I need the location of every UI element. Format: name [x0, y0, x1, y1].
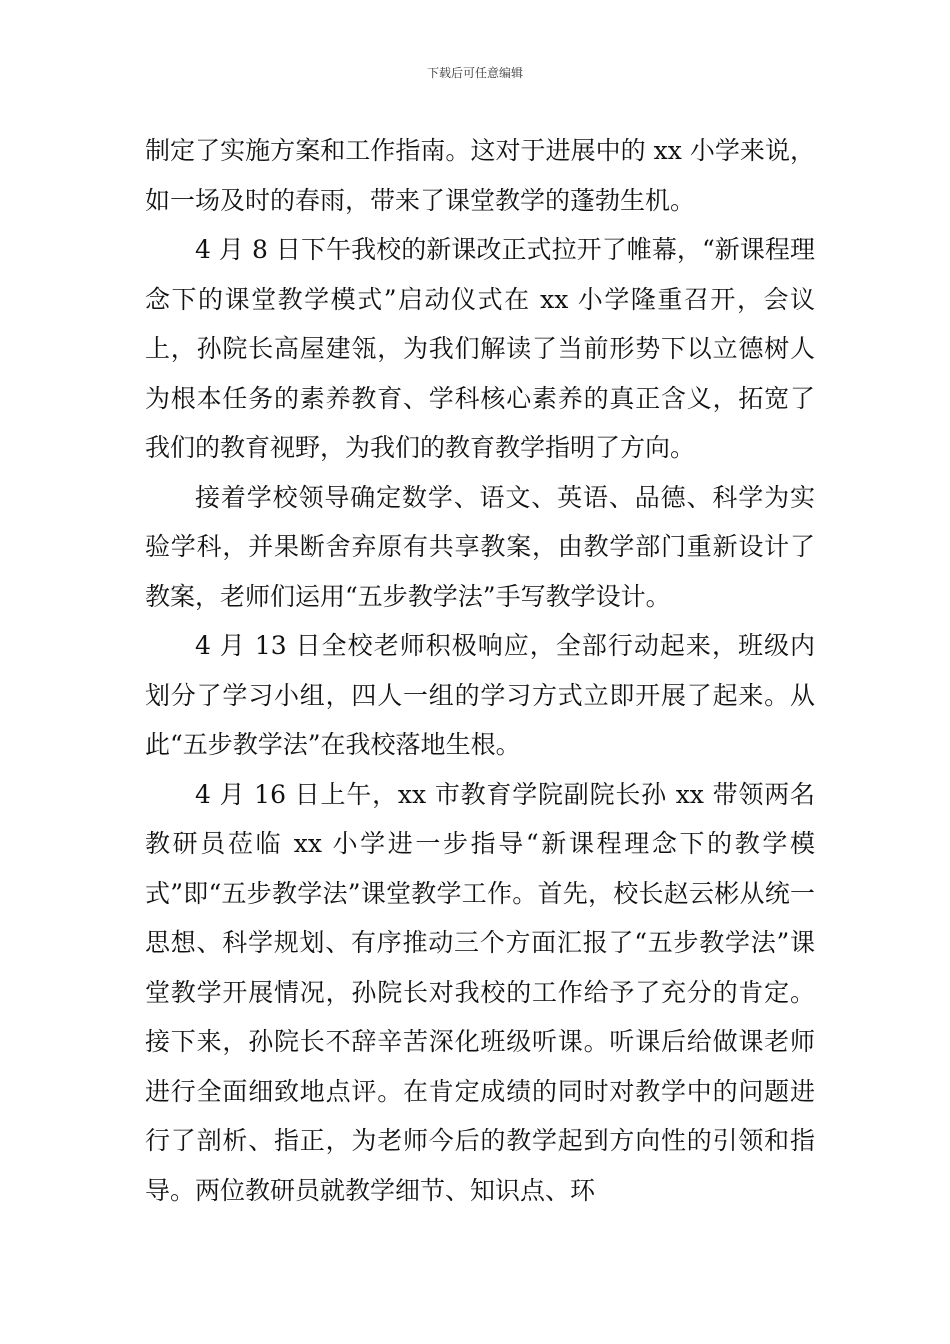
paragraph-2: 4 月 8 日下午我校的新课改正式拉开了帷幕，“新课程理念下的课堂教学模式”启动仪式在 xx 小学隆重召开，会议上，孙院长高屋建瓴，为我们解读了当前形势下以立德树人为根本任务的素养教育、学科核心素养的真正含义，拓宽了我们的教育视野，为我们的教育教学指明了方向。	[145, 235, 815, 462]
paragraph-4: 4 月 13 日全校老师积极响应，全部行动起来，班级内划分了学习小组，四人一组的学习方式立即开展了起来。从此“五步教学法”在我校落地生根。	[145, 631, 815, 759]
paragraph-1: 制定了实施方案和工作指南。这对于进展中的 xx 小学来说，如一场及时的春雨，带来了课堂教学的蓬勃生机。	[145, 136, 815, 215]
paragraph-3: 接着学校领导确定数学、语文、英语、品德、科学为实验学科，并果断舍弃原有共享教案，由教学部门重新设计了教案，老师们运用“五步教学法”手写教学设计。	[145, 482, 815, 611]
paragraph-5: 4 月 16 日上午，xx 市教育学院副院长孙 xx 带领两名教研员莅临 xx 小学进一步指导“新课程理念下的教学模式”即“五步教学法”课堂教学工作。首先，校长赵云彬从统一思想、科学规划、有序推动三个方面汇报了“五步教学法”课堂教学开展情况，孙院长对我校的工作给予了充分的肯定。接下来，孙院长不辞辛苦深化班级听课。听课后给做课老师进行全面细致地点评。在肯定成绩的同时对教学中的问题进行了剖析、指正，为老师今后的教学起到方向性的引领和指导。两位教研员就教学细节、知识点、环	[145, 779, 815, 1205]
document-body	[145, 126, 815, 1215]
header-note: 下载后可任意编辑	[426, 66, 523, 80]
